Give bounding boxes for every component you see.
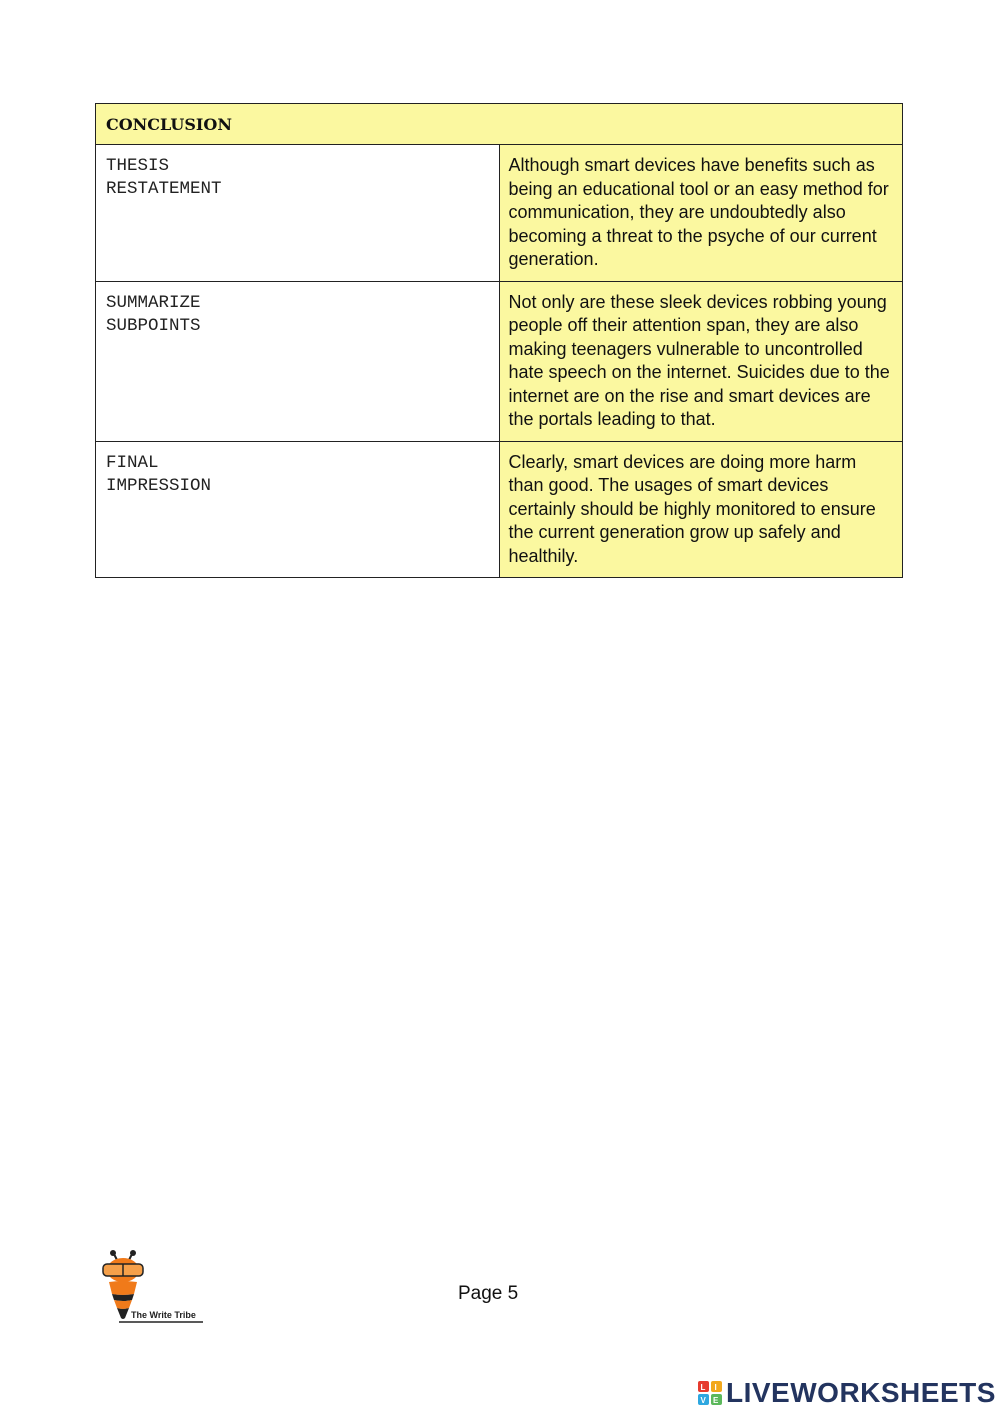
- liveworksheets-logo-icon: [698, 1381, 722, 1405]
- row-label-summarize-subpoints: [96, 281, 500, 441]
- row-label-line: IMPRESSION: [106, 475, 212, 496]
- row-label-line: FINAL: [106, 452, 159, 473]
- logo-caption: The Write Tribe: [131, 1310, 196, 1320]
- svg-text:E: E: [713, 1396, 719, 1405]
- page-number: Page 5: [458, 1283, 519, 1304]
- row-label-line: SUBPOINTS: [106, 315, 201, 336]
- row-text-thesis-restatement: Although smart devices have benefits such as being an educational tool or an easy method for communication, they are undoubtedly also becoming a threat to the psyche of our current generation.: [499, 145, 903, 282]
- svg-text:L: L: [700, 1383, 706, 1392]
- liveworksheets-wordmark: LIVEWORKSHEETS: [726, 1377, 996, 1408]
- table-row: [96, 441, 903, 578]
- svg-text:V: V: [700, 1396, 706, 1405]
- row-label-line: THESIS: [106, 156, 170, 176]
- row-text-final-impression: Clearly, smart devices are doing more harm than good. The usages of smart devices certainly should be highly monitored to ensure the current generation grow up safely and healthily.: [499, 441, 903, 578]
- conclusion-table: [95, 103, 903, 578]
- row-label-line: SUMMARIZE: [106, 292, 201, 313]
- table-heading: CONCLUSION: [96, 104, 903, 145]
- row-label-final-impression: [96, 441, 500, 578]
- row-label-thesis-restatement: [96, 145, 500, 282]
- table-row: [96, 145, 903, 282]
- row-label-line: RESTATEMENT: [106, 179, 222, 199]
- table-header-row: [96, 104, 903, 145]
- row-text-summarize-subpoints: Not only are these sleek devices robbing young people off their attention span, they are also making teenagers vulnerable to uncontrolled hate speech on the internet. Suicides due to the internet are on the rise and smart devices are the portals leading to that.: [499, 281, 903, 441]
- liveworksheets-brand: [698, 1376, 996, 1410]
- write-tribe-bee-logo: [97, 1250, 207, 1326]
- svg-text:I: I: [714, 1383, 717, 1392]
- table-row: [96, 281, 903, 441]
